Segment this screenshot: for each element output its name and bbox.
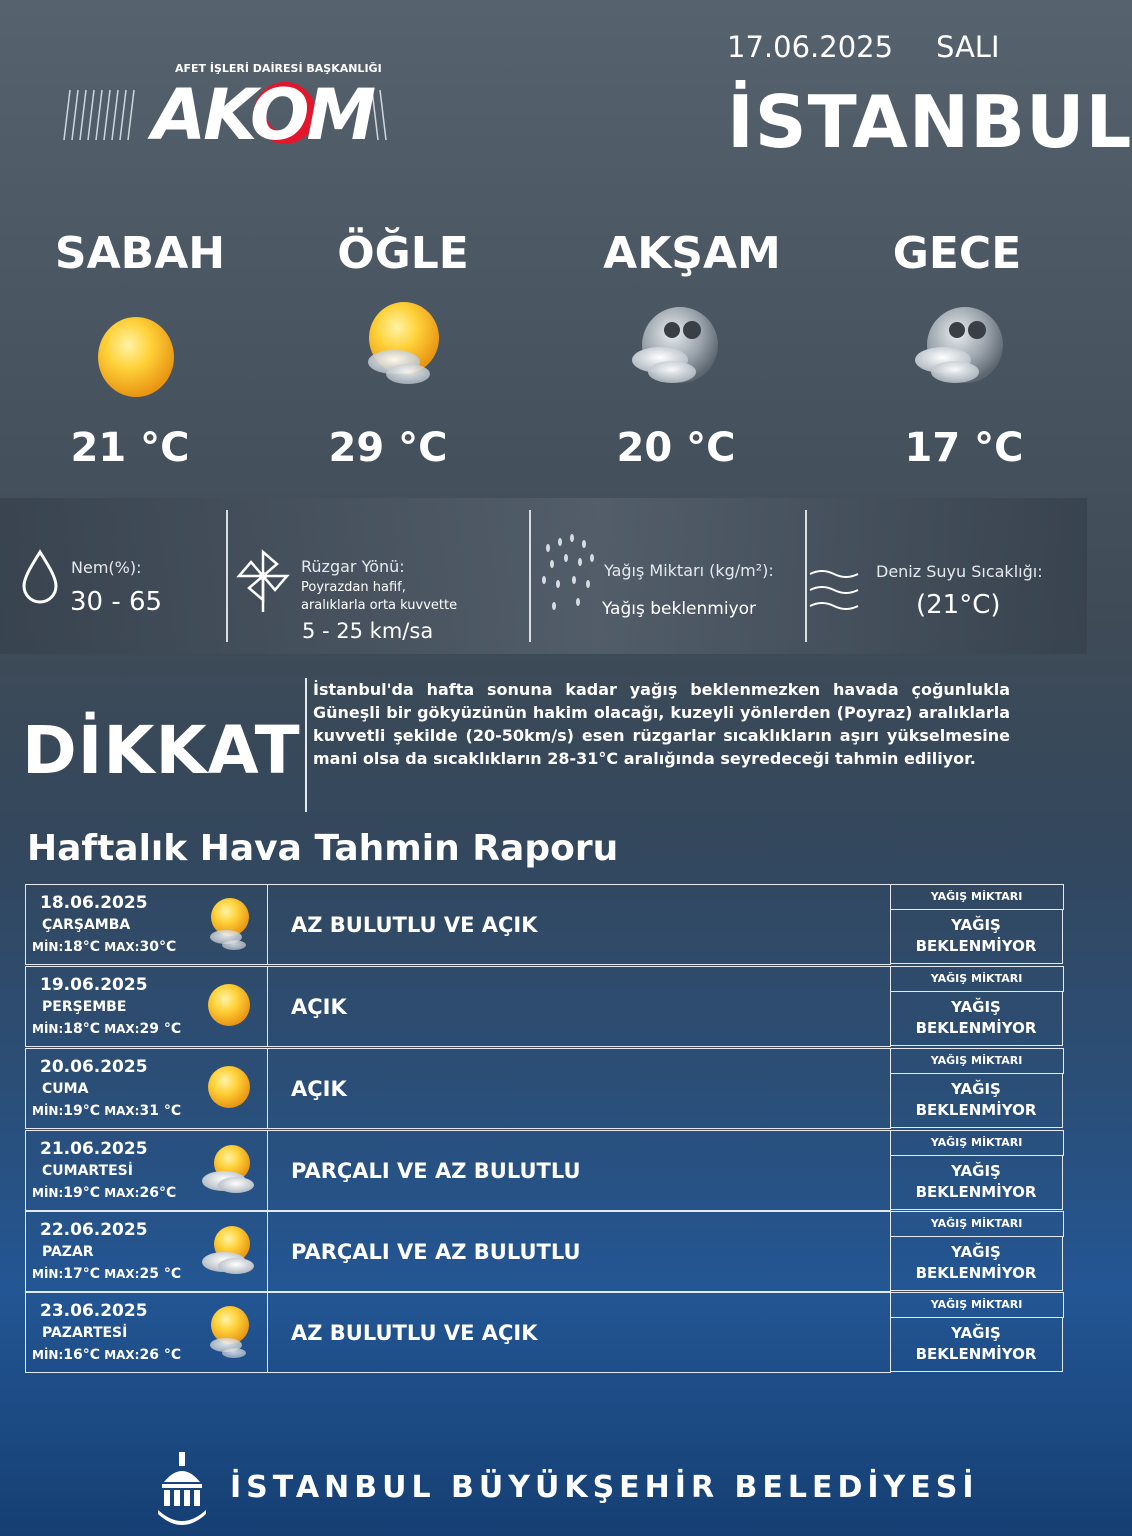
min-label: MİN:: [32, 940, 64, 954]
min-temp: 18°C: [63, 939, 101, 955]
rain-line2: BEKLENMİYOR: [915, 1101, 1037, 1119]
rain-cell: [890, 1155, 1063, 1210]
period-night-temp: 17 °C: [904, 425, 1024, 471]
rain-label: Yağış Miktarı (kg/m²):: [604, 561, 774, 580]
period-night-label: GECE: [892, 228, 1022, 279]
rain-line1: YAĞIŞ: [951, 1243, 1001, 1261]
forecast-cell: [266, 1292, 891, 1373]
min-max-temp: [32, 1266, 181, 1282]
divider: [305, 678, 307, 812]
forecast-cell: [266, 1130, 891, 1211]
wind-value: 5 - 25 km/sa: [302, 619, 434, 643]
agency-small-text: AFET İŞLERİ DAİRESİ BAŞKANLIĞI: [175, 62, 382, 75]
rain-cell: [890, 1317, 1063, 1372]
forecast-desc: PARÇALI VE AZ BULUTLU: [291, 1240, 581, 1264]
min-max-temp: [32, 939, 176, 955]
forecast-desc: AÇIK: [291, 1077, 347, 1101]
header-date: 17.06.2025: [727, 30, 894, 64]
divider: [226, 510, 228, 642]
forecast-cell: [266, 1048, 891, 1129]
forecast-desc: AZ BULUTLU VE AÇIK: [291, 913, 538, 937]
rain-icon: [538, 528, 598, 622]
rain-line2: BEKLENMİYOR: [915, 1264, 1037, 1282]
warning-title: DİKKAT: [22, 712, 301, 789]
min-max-temp: [32, 1021, 181, 1037]
sun-icon: [200, 975, 258, 1035]
akom-logo: [60, 60, 390, 156]
max-temp: 26°C: [139, 1185, 177, 1201]
sun-icon: [78, 300, 198, 410]
sun-icon: [200, 1057, 258, 1117]
divider: [805, 510, 807, 642]
table-row: [25, 1292, 1065, 1373]
day-name: ÇARŞAMBA: [42, 917, 131, 933]
forecast-cell: [266, 1211, 891, 1292]
partly-cloudy-icon: [200, 1139, 258, 1199]
max-label: MAX:: [104, 1348, 140, 1362]
max-temp: 26 °C: [139, 1347, 182, 1363]
day-date: 23.06.2025: [40, 1301, 148, 1321]
sun-cloud-icon: [200, 1301, 258, 1361]
day-cell: [25, 1048, 268, 1129]
ibb-name: İSTANBUL BÜYÜKŞEHİR BELEDİYESİ: [230, 1470, 979, 1505]
ibb-logo: [152, 1452, 212, 1528]
rain-cell: [890, 1073, 1063, 1128]
day-date: 19.06.2025: [40, 975, 148, 995]
forecast-desc: AZ BULUTLU VE AÇIK: [291, 1321, 538, 1345]
sun-cloud-icon: [346, 300, 466, 410]
wind-desc-line2: aralıklarla orta kuvvette: [301, 598, 458, 613]
rain-line1: YAĞIŞ: [951, 998, 1001, 1016]
min-max-temp: [32, 1185, 176, 1201]
min-temp: 19°C: [63, 1103, 101, 1119]
max-label: MAX:: [104, 940, 140, 954]
rain-header: YAĞIŞ MİKTARI: [890, 966, 1064, 992]
sea-temp-value: (21°C): [916, 590, 1001, 620]
rain-line2: BEKLENMİYOR: [915, 1345, 1037, 1363]
period-morning-label: SABAH: [54, 228, 226, 279]
max-label: MAX:: [104, 1104, 140, 1118]
divider: [529, 510, 531, 642]
day-cell: [25, 884, 268, 965]
header-day: SALI: [936, 30, 1000, 64]
table-row: [25, 884, 1065, 965]
table-row: [25, 966, 1065, 1047]
rain-header: YAĞIŞ MİKTARI: [890, 1211, 1064, 1237]
rain-line2: BEKLENMİYOR: [915, 937, 1037, 955]
droplet-icon: [20, 548, 60, 608]
warning-text: İstanbul'da hafta sonuna kadar yağış beklenmezken havada çoğunlukla Güneşli bir gökyüzünün hakim olacağı, kuzeyli yönlerden (Poyraz) aralıklarla kuvvetli şekilde (20-50km/s) esen rüzgarlar sıcaklıkların aşırı yükselmesine mani olsa da sıcaklıkların 28-31°C aralığında seyredeceği tahmin ediliyor.: [313, 680, 1010, 768]
period-evening-temp: 20 °C: [616, 425, 736, 471]
day-name: PAZAR: [42, 1244, 94, 1260]
moon-cloud-icon: [895, 300, 1015, 410]
rain-line2: BEKLENMİYOR: [915, 1019, 1037, 1037]
day-date: 20.06.2025: [40, 1057, 148, 1077]
max-label: MAX:: [104, 1022, 140, 1036]
period-noon-label: ÖĞLE: [337, 228, 469, 279]
min-label: MİN:: [32, 1348, 64, 1362]
rain-header: YAĞIŞ MİKTARI: [890, 884, 1064, 910]
forecast-cell: [266, 966, 891, 1047]
min-temp: 18°C: [63, 1021, 101, 1037]
table-row: [25, 1048, 1065, 1129]
akom-wordmark: AKOM: [152, 74, 374, 156]
max-temp: 30°C: [139, 939, 177, 955]
max-temp: 29 °C: [139, 1021, 182, 1037]
min-temp: 17°C: [63, 1266, 101, 1282]
day-name: PAZARTESİ: [42, 1325, 128, 1341]
day-cell: [25, 966, 268, 1047]
partly-cloudy-icon: [200, 1220, 258, 1280]
min-temp: 19°C: [63, 1185, 101, 1201]
min-label: MİN:: [32, 1186, 64, 1200]
rain-cell: [890, 991, 1063, 1046]
min-max-temp: [32, 1347, 181, 1363]
rain-header: YAĞIŞ MİKTARI: [890, 1292, 1064, 1318]
weekly-table: [25, 884, 1065, 1370]
period-noon-temp: 29 °C: [328, 425, 448, 471]
rain-line1: YAĞIŞ: [951, 1324, 1001, 1342]
wind-label: Rüzgar Yönü:: [301, 557, 405, 576]
day-cell: [25, 1292, 268, 1373]
humidity-label: Nem(%):: [71, 558, 142, 577]
day-cell: [25, 1130, 268, 1211]
forecast-cell: [266, 884, 891, 965]
day-date: 18.06.2025: [40, 893, 148, 913]
rain-line1: YAĞIŞ: [951, 1162, 1001, 1180]
pinwheel-icon: [233, 546, 293, 620]
wind-desc-line1: Poyrazdan hafif,: [301, 580, 406, 595]
day-name: CUMARTESİ: [42, 1163, 133, 1179]
max-temp: 31 °C: [139, 1103, 182, 1119]
forecast-desc: PARÇALI VE AZ BULUTLU: [291, 1159, 581, 1183]
min-label: MİN:: [32, 1104, 64, 1118]
sea-temp-label: Deniz Suyu Sıcaklığı:: [876, 562, 1043, 581]
day-date: 21.06.2025: [40, 1139, 148, 1159]
city-title: İSTANBUL: [727, 80, 1132, 164]
rain-header: YAĞIŞ MİKTARI: [890, 1130, 1064, 1156]
max-label: MAX:: [104, 1186, 140, 1200]
day-cell: [25, 1211, 268, 1292]
min-temp: 16°C: [63, 1347, 101, 1363]
rain-line1: YAĞIŞ: [951, 916, 1001, 934]
min-label: MİN:: [32, 1267, 64, 1281]
table-row: [25, 1211, 1065, 1292]
forecast-desc: AÇIK: [291, 995, 347, 1019]
rain-line1: YAĞIŞ: [951, 1080, 1001, 1098]
humidity-value: 30 - 65: [70, 587, 163, 617]
weekly-title: Haftalık Hava Tahmin Raporu: [27, 828, 619, 869]
min-max-temp: [32, 1103, 181, 1119]
max-temp: 25 °C: [139, 1266, 182, 1282]
table-row: [25, 1130, 1065, 1211]
day-name: PERŞEMBE: [42, 999, 127, 1015]
day-name: CUMA: [42, 1081, 89, 1097]
rain-cell: [890, 909, 1063, 964]
rain-header: YAĞIŞ MİKTARI: [890, 1048, 1064, 1074]
moon-cloud-icon: [612, 300, 732, 410]
day-date: 22.06.2025: [40, 1220, 148, 1240]
min-label: MİN:: [32, 1022, 64, 1036]
sun-cloud-icon: [200, 893, 258, 953]
period-evening-label: AKŞAM: [603, 228, 781, 279]
rain-line2: BEKLENMİYOR: [915, 1183, 1037, 1201]
rain-value: Yağış beklenmiyor: [602, 599, 757, 619]
rain-cell: [890, 1236, 1063, 1291]
max-label: MAX:: [104, 1267, 140, 1281]
waves-icon: [808, 566, 860, 618]
period-morning-temp: 21 °C: [70, 425, 190, 471]
